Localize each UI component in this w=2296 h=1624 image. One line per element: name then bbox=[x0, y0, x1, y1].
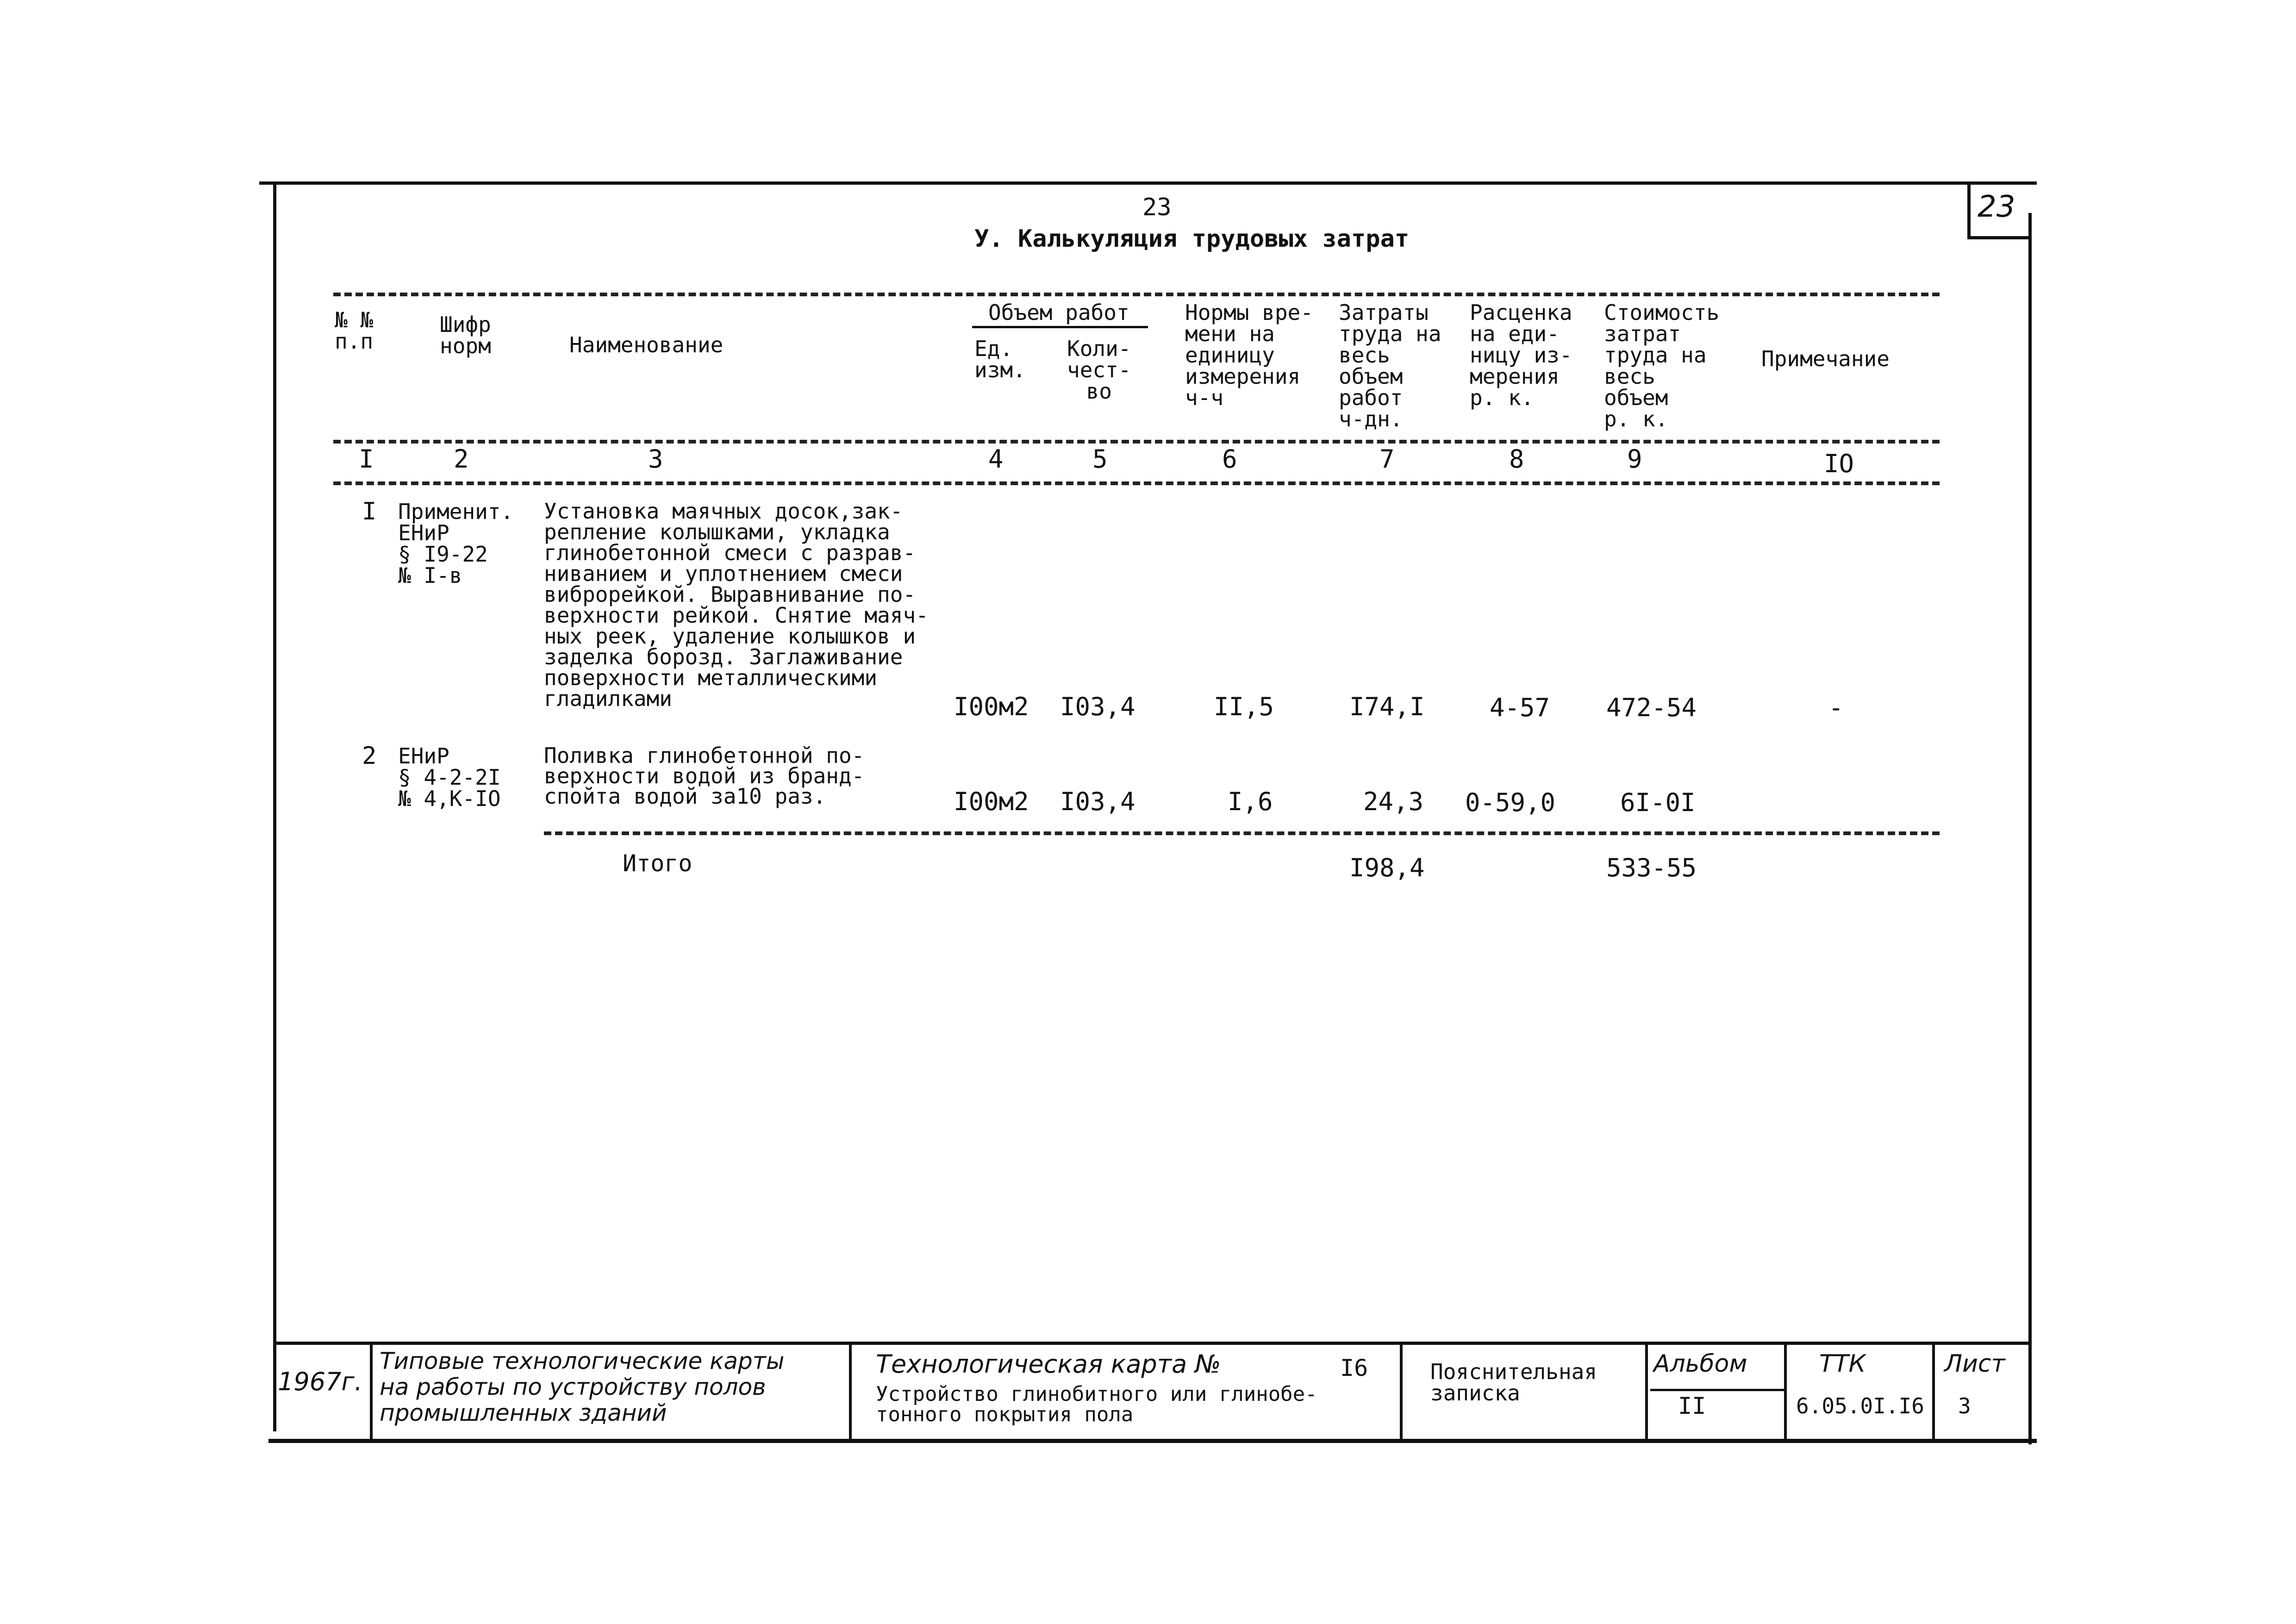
column-number: 8 bbox=[1509, 444, 1524, 474]
column-number: 6 bbox=[1222, 444, 1237, 474]
column-number: 3 bbox=[648, 444, 663, 474]
header-col-code: Шифр норм bbox=[440, 312, 491, 358]
column-number: 2 bbox=[454, 444, 469, 474]
page-number: 23 bbox=[1142, 194, 1172, 221]
table-row-1-note: - bbox=[1828, 693, 1844, 722]
table-row-2-labor: 24,3 bbox=[1363, 787, 1424, 816]
header-col-number: № № п.п bbox=[335, 307, 374, 354]
column-number: 9 bbox=[1627, 444, 1642, 474]
frame-right bbox=[2028, 213, 2032, 1444]
table-row-1-cost: 472-54 bbox=[1606, 693, 1697, 722]
stamp-card-number: I6 bbox=[1340, 1355, 1368, 1381]
stamp-year: 1967г. bbox=[278, 1367, 362, 1396]
stamp-sheet-label: Лист bbox=[1944, 1350, 2005, 1378]
frame-top bbox=[259, 181, 2037, 185]
corner-number: 23 bbox=[1978, 190, 2015, 224]
stamp-card-label: Технологическая карта № bbox=[876, 1349, 1221, 1379]
total-rule bbox=[544, 831, 1940, 835]
total-labor: I98,4 bbox=[1349, 853, 1425, 882]
column-number: 7 bbox=[1379, 444, 1395, 474]
column-number: 5 bbox=[1092, 444, 1108, 474]
table-row-2-number: 2 bbox=[362, 742, 377, 770]
stamp-doc-type: Пояснительная записка bbox=[1430, 1359, 1597, 1405]
column-number: IO bbox=[1824, 449, 1854, 478]
header-col-volume-group: Объем работ bbox=[988, 300, 1129, 325]
header-col-name: Наименование bbox=[569, 332, 724, 357]
header-col-rate: Расценка на еди- ницу из- мерения р. к. bbox=[1470, 300, 1572, 410]
header-col-qty: Коли- чест- во bbox=[1067, 336, 1131, 404]
table-row-2-cost: 6I-0I bbox=[1620, 788, 1696, 817]
header-col-norm: Нормы вре- мени на единицу измерения ч-ч bbox=[1185, 300, 1313, 410]
table-row-1-unit: I00м2 bbox=[954, 692, 1029, 721]
column-number: 4 bbox=[988, 444, 1004, 474]
table-row-2-name: Поливка глинобетонной по- верхности водой из бранд- спойта водой за10 раз. bbox=[544, 743, 865, 809]
stamp-album-label: Альбом bbox=[1653, 1350, 1747, 1378]
table-row-2-qty: I03,4 bbox=[1060, 787, 1136, 816]
table-row-1-name: Установка маячных досок,зак- репление колышками, укладка глинобетонной смеси с разрав- ниванием и уплотнением смеси виброрейкой. Выравнивание по- верхности рейкой. Снятие маяч- ных реек, удаление колышков и заделка борозд. Заглаживание поверхности металлическими гладилками bbox=[544, 499, 929, 711]
total-label: Итого bbox=[623, 850, 693, 877]
title-block-album-divider bbox=[1650, 1389, 1784, 1391]
header-col-unit: Ед. изм. bbox=[974, 336, 1026, 382]
table-row-1-qty: I03,4 bbox=[1060, 692, 1136, 721]
stamp-card-description: Устройство глинобитного или глинобе- тонного покрытия пола bbox=[876, 1382, 1317, 1426]
frame-left bbox=[273, 181, 276, 1431]
header-col-note: Примечание bbox=[1761, 346, 1890, 371]
header-top-rule bbox=[333, 293, 1940, 296]
table-row-1-number: I bbox=[362, 498, 377, 525]
table-row-1-code: Применит. ЕНиР § I9-22 № I-в bbox=[398, 499, 514, 588]
total-cost: 533-55 bbox=[1606, 853, 1697, 882]
table-row-2-code: ЕНиР § 4-2-2I № 4,К-IO bbox=[398, 743, 501, 811]
table-row-2-norm: I,6 bbox=[1228, 787, 1273, 816]
header-col-labor: Затраты труда на весь объем работ ч-дн. bbox=[1339, 300, 1441, 431]
header-bottom-rule bbox=[333, 440, 1940, 443]
stamp-ttk-value: 6.05.0I.I6 bbox=[1796, 1393, 1924, 1418]
stamp-album-value: II bbox=[1678, 1393, 1706, 1419]
header-col-cost: Стоимость затрат труда на весь объем р. к. bbox=[1604, 300, 1720, 431]
column-numbers-rule bbox=[333, 481, 1940, 485]
table-row-1-norm: II,5 bbox=[1214, 692, 1274, 721]
table-row-1-rate: 4-57 bbox=[1490, 693, 1550, 722]
page-title: У. Калькуляция трудовых затрат bbox=[974, 225, 1410, 253]
stamp-sheet-value: 3 bbox=[1958, 1393, 1971, 1418]
stamp-series-title: Типовые технологические карты на работы по устройству полов промышленных зданий bbox=[380, 1348, 785, 1426]
header-volume-underline bbox=[972, 326, 1148, 328]
table-row-2-unit: I00м2 bbox=[954, 787, 1029, 816]
table-row-1-labor: I74,I bbox=[1349, 692, 1425, 721]
stamp-ttk-label: ТТК bbox=[1819, 1350, 1866, 1378]
table-row-2-rate: 0-59,0 bbox=[1465, 788, 1556, 817]
column-number: I bbox=[359, 444, 374, 474]
